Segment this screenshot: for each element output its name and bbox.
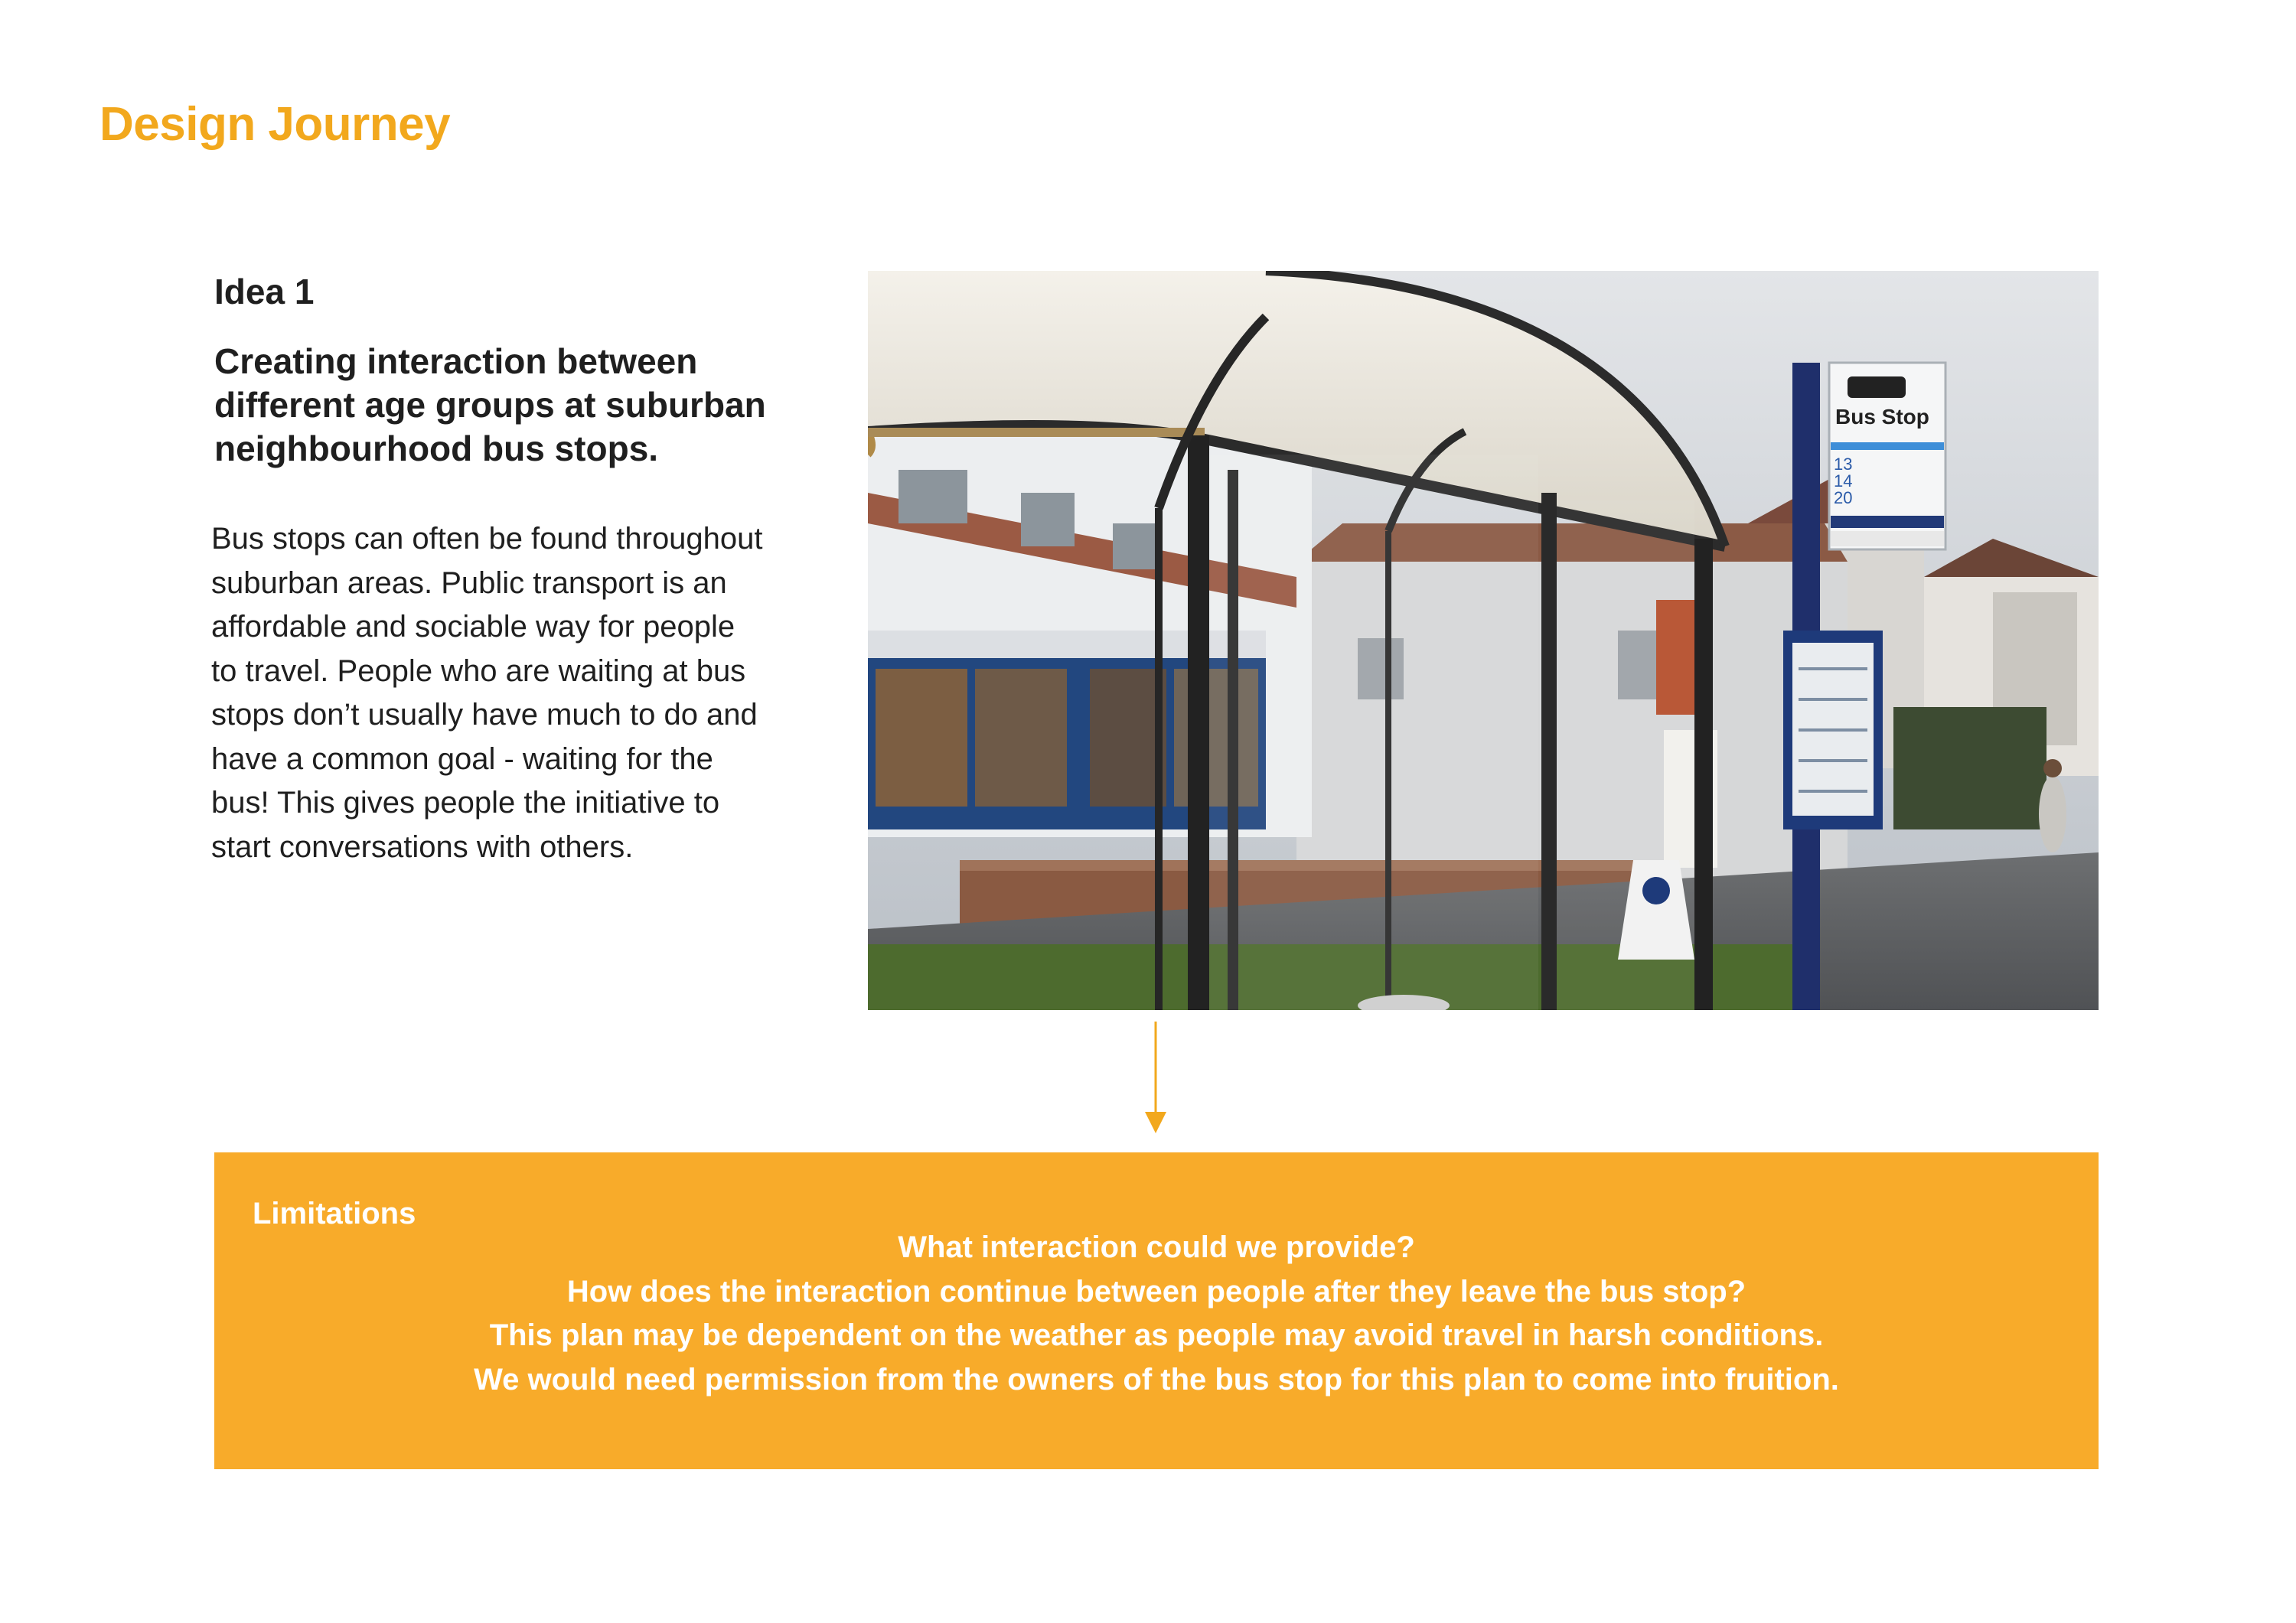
limitations-list — [214, 1226, 2099, 1402]
idea-heading-line: neighbourhood bus stops. — [214, 429, 659, 468]
route-number: 13 — [1834, 455, 1853, 474]
description-line: suburban areas. Public transport is an — [211, 565, 727, 600]
limitations-box — [214, 1152, 2099, 1469]
down-arrow-icon — [1137, 1022, 1174, 1133]
limitation-line: We would need permission from the owners of the bus stop for this plan to come into fruition. — [474, 1362, 1839, 1396]
idea-heading — [214, 340, 842, 471]
route-number: 20 — [1834, 488, 1853, 507]
idea-label: Idea 1 — [214, 272, 315, 311]
description-line: bus! This gives people the initiative to — [211, 786, 720, 820]
limitations-title: Limitations — [253, 1197, 416, 1230]
description-line: stops don’t usually have much to do and — [211, 698, 758, 732]
route-number: 14 — [1834, 471, 1853, 490]
idea-heading-line: Creating interaction between — [214, 341, 698, 381]
bus-stop-sign-title: Bus Stop — [1835, 405, 1929, 429]
bus-stop-photo — [868, 271, 2099, 1010]
idea-heading-line: different age groups at suburban — [214, 385, 766, 425]
description-line: Bus stops can often be found throughout — [211, 522, 763, 556]
page-title: Design Journey — [99, 98, 451, 151]
limitation-line: How does the interaction continue between people after they leave the bus stop? — [566, 1274, 1746, 1309]
limitation-line: This plan may be dependent on the weather as people may avoid travel in harsh conditions. — [489, 1318, 1824, 1352]
description-line: have a common goal - waiting for the — [211, 741, 713, 776]
description-line: start conversations with others. — [211, 829, 634, 864]
description-line: to travel. People who are waiting at bus — [211, 653, 746, 688]
idea-description — [211, 517, 846, 869]
description-line: affordable and sociable way for people — [211, 610, 735, 644]
limitation-line: What interaction could we provide? — [898, 1230, 1415, 1264]
